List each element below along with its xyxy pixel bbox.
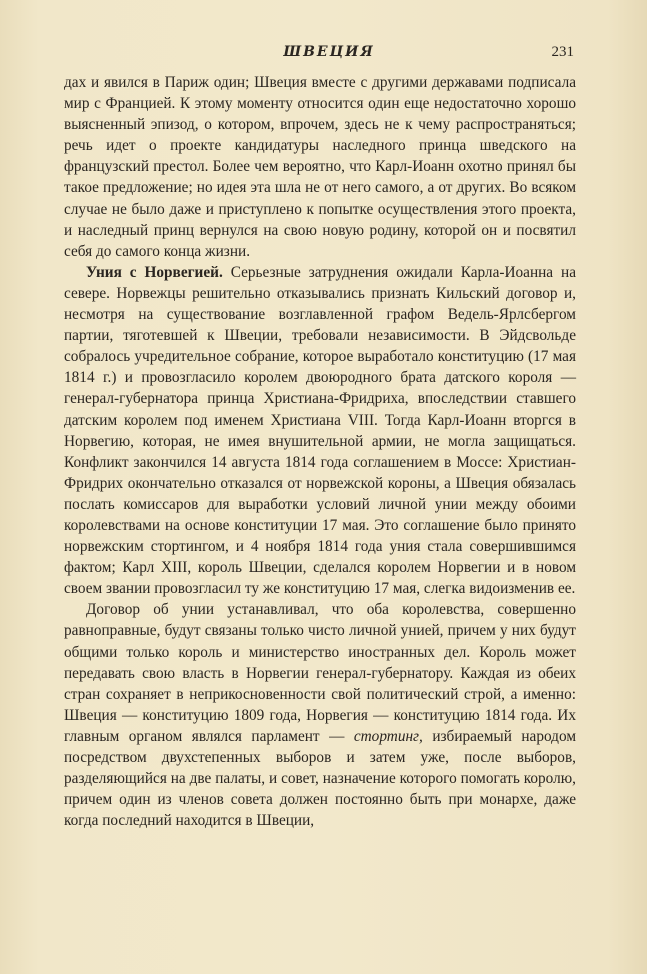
page-header [84, 44, 574, 68]
paragraph-union-with-norway [64, 262, 576, 600]
section-run-in-heading: Уния с Норвегией. [86, 263, 223, 281]
paragraph-text: Серьезные затруднения ожидали Карла-Иоанна на севере. Норвежцы решительно отказывались признать Кильский договор и, несмотря на существование возглавленной графом Ведель-Ярлсбергом партии, тяготевшей к Швеции, требовали независимости. В Эйдсвольде собралось учредительное собрание, которое выработало конституцию (17 мая 1814 г.) и провозгласило королем двоюродного брата датского короля — генерал-губернатора принца Христиана-Фридриха, впоследствии ставшего датским королем под именем Христиана VIII. Тогда Карл-Иоанн вторгся в Норвегию, которая, не имея внушительной армии, не могла защищаться. Конфликт закончился 14 августа 1814 года соглашением в Моссе: Христиан-Фридрих окончательно отказался от норвежской короны, а Швеция обязалась послать комиссаров для выработки условий личной унии между обоими королевствами на основе конституции 17 мая. Это соглашение было принято норвежским стортингом, и 4 ноября 1814 года уния стала совершившимся фактом; Карл XIII, король Швеции, сделался королем Норвегии и в новом своем звании провозгласил ту же конституцию 17 мая, слегка видоизменив ее. [64, 263, 576, 598]
paragraph-text: избираемый народом посредством двухстепенных выборов и затем уже, после выборов, разделяющийся на две палаты, и совет, назначение которого помогать королю, причем один из членов совета должен постоянно быть при монархе, даже когда последний находится в Швеции, [64, 727, 576, 830]
page-number: 231 [551, 44, 574, 60]
paragraph-text: дах и явился в Париж один; Швеция вместе с другими державами подписала мир с Францией. К этому моменту относится один еще недостаточно хорошо выясненный эпизод, о котором, впрочем, здесь не к чему распространяться; речь идет о проекте кандидатуры наследного принца шведского на французский престол. Более чем вероятно, что Карл-Иоанн охотно принял бы такое предложение; но идея эта шла не от него самого, а от других. Во всяком случае не было даже и приступлено к попытке осуществления этого проекта, и наследный принц вернулся на свою новую родину, которой он и посвятил себя до самого конца жизни. [64, 74, 576, 260]
running-title: ШВЕЦИЯ [283, 44, 375, 60]
paragraph-text: Договор об унии устанавливал, что оба королевства, совершенно равноправные, будут связаны только чисто личной унией, причем у них будут общими только король и министерство иностранных дел. Король может передавать свою власть в Норвегии генерал-губернатору. Каждая из обеих стран сохраняет в неприкосновенности свой политический строй, а именно: Швеция — конституцию 1809 года, Норвегия — конституцию 1814 года. Их главным органом являлся парламент — [64, 601, 576, 745]
body-text [64, 72, 576, 831]
paragraph-union-treaty [64, 599, 576, 831]
paragraph-continuation [64, 72, 576, 262]
italic-term-storting: стортинг, [353, 727, 423, 745]
